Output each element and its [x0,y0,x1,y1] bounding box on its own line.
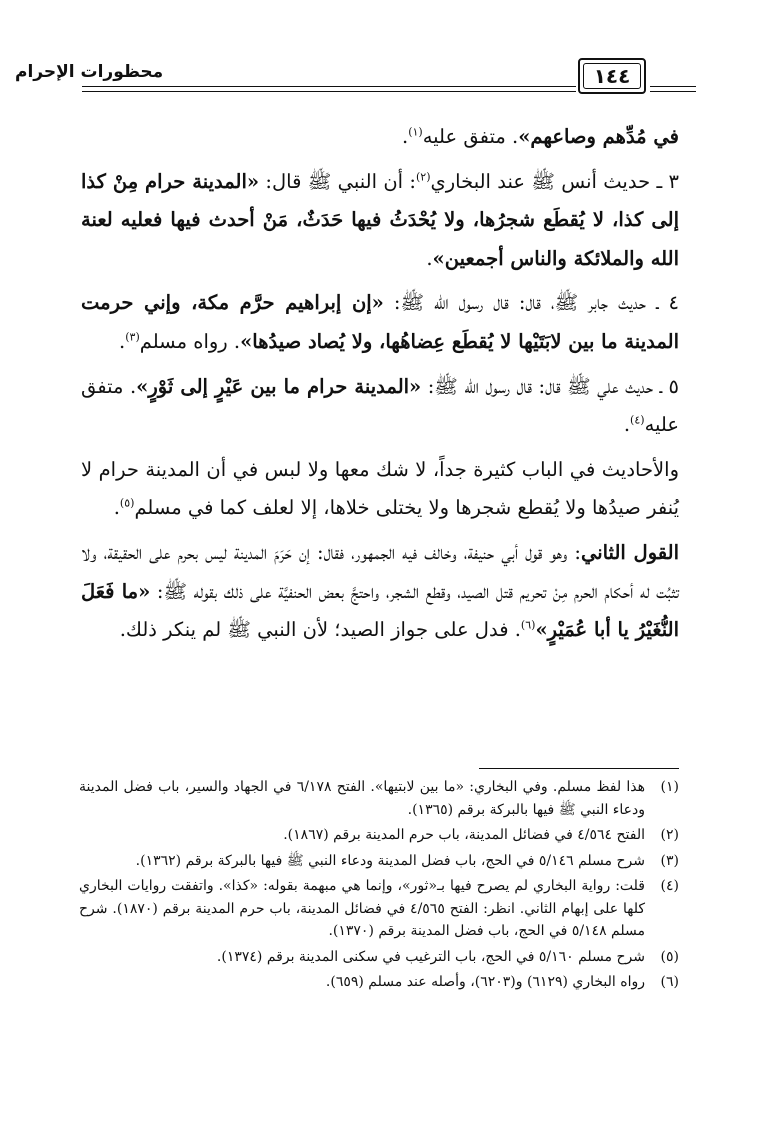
text: ٣ ـ حديث أنس ﷺ عند البخاري [430,169,679,193]
text: والأحاديث في الباب كثيرة جداً، لا شك معها ولا لبس في أن المدينة حرام لا يُنفر صيدُها ولا يُقطع شجرها ولا يختلى خلاها، إلا لعلف كما في مسلم [81,457,679,520]
text: : وهو قول أبي حنيفة، وخالف فيه الجمهور، فقال: إن حَرَمَ المدينة ليس بحرم على الحقيقة، ولا تثبُت له أحكام الحرم مِنْ تحريم قتل الصيد، وقطع الشجر، واحتجَّ بعض الحنفيَّة على ذلك بقوله ﷺ: [81,540,680,603]
footnote-item [79,946,679,969]
page-number: ١٤٤ [593,64,631,88]
text: . [119,329,126,353]
header-rule [650,86,696,92]
paragraph [81,451,679,528]
text: . رواه مسلم [139,329,241,353]
footnote-text: هذا لفظ مسلم. وفي البخاري: «ما بين لابتيها». الفتح ٦/١٧٨ في الجهاد والسير، باب فضل المدينة ودعاء النبي ﷺ فيها بالبركة برقم (١٣٦٥). [79,779,645,818]
paragraph [81,534,679,650]
footnote-item [79,850,679,873]
text: . [623,413,631,437]
paragraph: في مُدِّهم وصاعهم». متفق عليه$^{(١)}$. [401,125,679,148]
footnotes [79,776,679,997]
body-text [81,118,679,656]
footnote-number: (١) [660,779,679,795]
paragraph [81,163,679,279]
footnote-ref[interactable]: (٢) [415,170,431,184]
section-label: القول الثاني [580,540,679,564]
text: . متفق عليه [422,125,519,148]
footnote-text: شرح مسلم ٥/١٦٠ في الحج، باب الترغيب في سكنى المدينة برقم (١٣٧٤). [216,948,645,965]
footnote-text: رواه البخاري (٦١٢٩) و(٦٢٠٣)، وأصله عند مسلم (٦٥٩). [325,974,645,990]
footnote-divider [479,768,679,769]
footnote-number: (٥) [660,948,679,965]
footnote-number: (٣) [660,852,679,869]
footnote-item [79,776,679,821]
text: . متفق عليه [81,374,679,437]
text: ٥ ـ حديث علي ﷺ قال: قال رسول الله ﷺ: [421,374,680,398]
footnote-text: شرح مسلم ٥/١٤٦ في الحج، باب فضل المدينة ودعاء النبي ﷺ فيها بالبركة برقم (١٣٦٢). [135,852,645,869]
paragraph [81,284,679,361]
footnote-ref[interactable]: (١) [408,125,423,139]
footnote-ref[interactable]: (٦) [520,618,536,632]
text: . [113,496,120,520]
text: . فدل على جواز الصيد؛ لأن النبي ﷺ لم ينكر ذلك. [119,618,521,642]
footnote-text: الفتح ٤/٥٦٤ في فضائل المدينة، باب حرم المدينة برقم (١٨٦٧). [283,827,645,843]
hadith-quote: «المدينة حرام ما بين عَيْرٍ إلى ثَوْرٍ» [136,374,422,398]
text: . [426,246,433,270]
hadith-quote: «ما فَعَلَ النُّغَيْرُ يا أبا عُمَيْرٍ» [81,579,679,642]
hadith-quote: «المدينة حرام مِنْ كذا إلى كذا، لا يُقطَع شجرُها، ولا يُحْدَثُ فيها حَدَثٌ، مَنْ أحدث فيها فعليه لعنة الله والملائكة والناس أجمعين» [81,169,679,270]
hadith-quote: في مُدِّهم وصاعهم» [518,125,679,148]
footnote-ref[interactable]: (٣) [125,330,140,344]
footnote-item [79,875,679,943]
footnote-text: قلت: رواية البخاري لم يصرح فيها بـ«ثور»، وإنما هي مبهمة بقوله: «كذا». واتفقت روايات البخاري كلها على إبهام الثاني. انظر: الفتح ٤/٥٦٥ في فضائل المدينة، باب حرم المدينة برقم (١٨٧٠). شرح مسلم ٥/١٤٨ في الحج، باب فضل المدينة برقم (١٣٧٠). [79,878,645,939]
paragraph [81,368,679,445]
footnote-number: (٢) [660,827,679,843]
footnote-number: (٦) [660,974,679,990]
text: : أن النبي ﷺ قال: [259,169,416,193]
footnote-ref[interactable]: (٤) [630,413,645,427]
footnote-number: (٤) [660,878,679,894]
running-title: محظورات الإحرام [15,62,164,82]
hadith-quote: «إن إبراهيم حرَّم مكة، وإني حرمت المدينة ما بين لابَتَيْها لا يُقطَع عِضاهُها، ولا يُصاد صيدُها» [81,291,679,353]
footnote-ref[interactable]: (٥) [119,496,135,510]
page-number-frame [578,58,646,94]
text: ٤ ـ حديث جابر ﷺ، قال: قال رسول الله ﷺ: [383,291,680,315]
header-rule [82,86,576,92]
footnote-item [79,971,679,994]
footnote-item [79,824,679,847]
